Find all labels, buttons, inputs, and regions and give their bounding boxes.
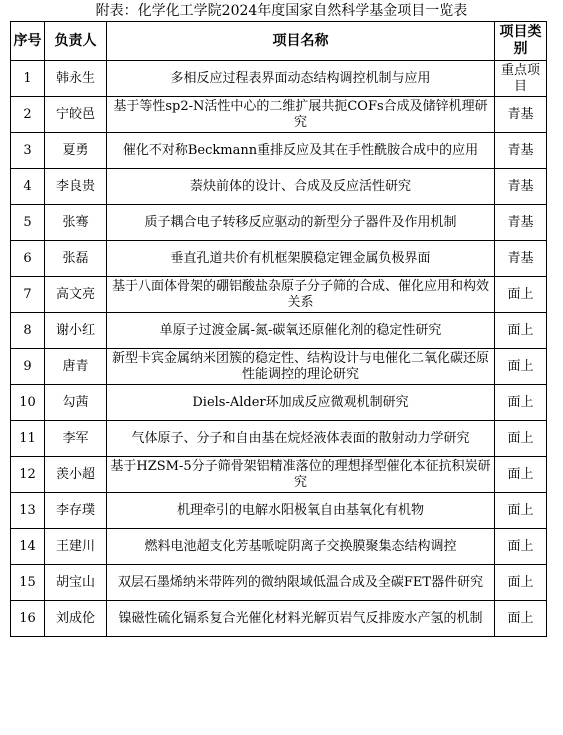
cell-no: 4 <box>11 169 45 205</box>
cell-project-name: 多相反应过程表界面动态结构调控机制与应用 <box>107 61 495 97</box>
cell-no: 12 <box>11 457 45 493</box>
cell-type: 面上 <box>495 385 547 421</box>
cell-type: 面上 <box>495 277 547 313</box>
cell-project-name: 催化不对称Beckmann重排反应及其在手性酰胺合成中的应用 <box>107 133 495 169</box>
cell-project-name: 垂直孔道共价有机框架膜稳定锂金属负极界面 <box>107 241 495 277</box>
cell-type: 面上 <box>495 493 547 529</box>
table-row <box>11 457 547 493</box>
project-table <box>10 21 547 637</box>
cell-no: 5 <box>11 205 45 241</box>
table-row <box>11 421 547 457</box>
cell-no: 9 <box>11 349 45 385</box>
cell-no: 10 <box>11 385 45 421</box>
header-name: 项目名称 <box>107 22 495 61</box>
cell-no: 16 <box>11 601 45 637</box>
cell-person: 勾茜 <box>45 385 107 421</box>
cell-project-name: 机理牵引的电解水阳极氧自由基氧化有机物 <box>107 493 495 529</box>
header-person: 负责人 <box>45 22 107 61</box>
cell-project-name: 气体原子、分子和自由基在烷烃液体表面的散射动力学研究 <box>107 421 495 457</box>
table-row <box>11 565 547 601</box>
cell-person: 韩永生 <box>45 61 107 97</box>
cell-project-name: 基于等性sp2-N活性中心的二维扩展共扼COFs合成及储锌机理研究 <box>107 97 495 133</box>
table-row <box>11 61 547 97</box>
table-header-row <box>11 22 547 61</box>
header-no: 序号 <box>11 22 45 61</box>
cell-project-name: 基于HZSM-5分子筛骨架铝精准落位的理想择型催化本征抗积炭研究 <box>107 457 495 493</box>
table-row <box>11 241 547 277</box>
cell-no: 11 <box>11 421 45 457</box>
cell-person: 张骞 <box>45 205 107 241</box>
cell-no: 15 <box>11 565 45 601</box>
cell-person: 高文亮 <box>45 277 107 313</box>
table-row <box>11 277 547 313</box>
table-row <box>11 385 547 421</box>
cell-project-name: 基于八面体骨架的硼铝酸盐杂原子分子筛的合成、催化应用和构效关系 <box>107 277 495 313</box>
cell-no: 3 <box>11 133 45 169</box>
cell-person: 李军 <box>45 421 107 457</box>
table-row <box>11 529 547 565</box>
cell-type: 面上 <box>495 529 547 565</box>
cell-type: 青基 <box>495 169 547 205</box>
cell-no: 6 <box>11 241 45 277</box>
cell-person: 夏勇 <box>45 133 107 169</box>
table-row <box>11 313 547 349</box>
table-row <box>11 205 547 241</box>
cell-person: 刘成伦 <box>45 601 107 637</box>
document-title: 附表：化学化工学院2024年度国家自然科学基金项目一览表 <box>95 3 468 19</box>
table-row <box>11 97 547 133</box>
cell-project-name: 单原子过渡金属-氮-碳氧还原催化剂的稳定性研究 <box>107 313 495 349</box>
table-row <box>11 349 547 385</box>
table-row <box>11 493 547 529</box>
cell-person: 王建川 <box>45 529 107 565</box>
cell-person: 唐青 <box>45 349 107 385</box>
table-row <box>11 169 547 205</box>
cell-project-name: 燃料电池超支化芳基哌啶阴离子交换膜聚集态结构调控 <box>107 529 495 565</box>
cell-project-name: 双层石墨烯纳米带阵列的微纳限域低温合成及全碳FET器件研究 <box>107 565 495 601</box>
cell-type: 面上 <box>495 421 547 457</box>
cell-type: 重点项目 <box>495 61 547 97</box>
cell-type: 面上 <box>495 313 547 349</box>
cell-project-name: Diels-Alder环加成反应微观机制研究 <box>107 385 495 421</box>
cell-no: 7 <box>11 277 45 313</box>
cell-no: 8 <box>11 313 45 349</box>
cell-type: 青基 <box>495 133 547 169</box>
cell-no: 1 <box>11 61 45 97</box>
cell-no: 13 <box>11 493 45 529</box>
cell-type: 面上 <box>495 565 547 601</box>
table-row <box>11 601 547 637</box>
cell-no: 14 <box>11 529 45 565</box>
cell-project-name: 镍磁性硫化镉系复合光催化材料光解页岩气反排废水产氢的机制 <box>107 601 495 637</box>
cell-project-name: 质子耦合电子转移反应驱动的新型分子器件及作用机制 <box>107 205 495 241</box>
cell-person: 李存璞 <box>45 493 107 529</box>
cell-type: 面上 <box>495 457 547 493</box>
header-type: 项目类别 <box>495 22 547 61</box>
cell-project-name: 萘炔前体的设计、合成及反应活性研究 <box>107 169 495 205</box>
cell-type: 面上 <box>495 349 547 385</box>
cell-no: 2 <box>11 97 45 133</box>
cell-type: 面上 <box>495 601 547 637</box>
cell-project-name: 新型卡宾金属纳米团簇的稳定性、结构设计与电催化二氧化碳还原性能调控的理论研究 <box>107 349 495 385</box>
cell-person: 胡宝山 <box>45 565 107 601</box>
cell-person: 羡小超 <box>45 457 107 493</box>
cell-person: 谢小红 <box>45 313 107 349</box>
cell-type: 青基 <box>495 97 547 133</box>
cell-type: 青基 <box>495 205 547 241</box>
cell-type: 青基 <box>495 241 547 277</box>
cell-person: 张磊 <box>45 241 107 277</box>
cell-person: 宁皎邑 <box>45 97 107 133</box>
table-row <box>11 133 547 169</box>
cell-person: 李良贵 <box>45 169 107 205</box>
